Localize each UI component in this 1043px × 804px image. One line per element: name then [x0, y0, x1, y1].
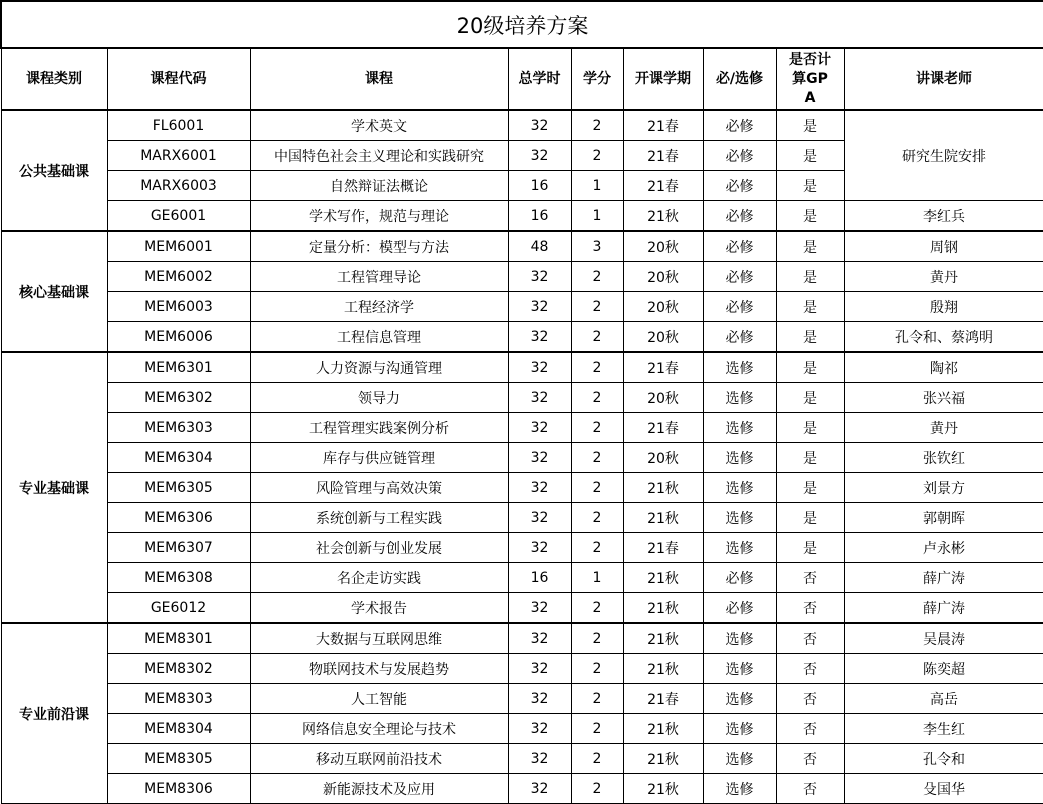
- gpa-cell: 否: [776, 623, 844, 654]
- gpa-cell: 否: [776, 744, 844, 774]
- hours-cell: 32: [508, 654, 571, 684]
- code-cell: MEM8306: [107, 774, 250, 804]
- type-cell: 必修: [703, 322, 776, 353]
- credits-cell: 2: [571, 473, 623, 503]
- gpa-cell: 是: [776, 231, 844, 262]
- type-cell: 必修: [703, 171, 776, 201]
- term-cell: 21春: [623, 413, 703, 443]
- code-cell: MARX6003: [107, 171, 250, 201]
- term-cell: 20秋: [623, 443, 703, 473]
- type-cell: 必修: [703, 563, 776, 593]
- code-cell: MARX6001: [107, 141, 250, 171]
- type-cell: 选修: [703, 774, 776, 804]
- teacher-cell: 黄丹: [844, 262, 1043, 292]
- teacher-cell: 殷翔: [844, 292, 1043, 322]
- type-cell: 必修: [703, 141, 776, 171]
- term-cell: 20秋: [623, 322, 703, 353]
- header-type: 必/选修: [703, 48, 776, 110]
- code-cell: MEM8304: [107, 714, 250, 744]
- gpa-cell: 是: [776, 141, 844, 171]
- course-cell: 社会创新与创业发展: [250, 533, 508, 563]
- code-cell: GE6012: [107, 593, 250, 624]
- category-cell: 专业基础课: [1, 352, 107, 623]
- hours-cell: 16: [508, 201, 571, 232]
- course-cell: 学术写作，规范与理论: [250, 201, 508, 232]
- term-cell: 21春: [623, 110, 703, 141]
- table-row: [1, 443, 1043, 473]
- teacher-cell: 吴晨涛: [844, 623, 1043, 654]
- teacher-cell: 孔令和、蔡鸿明: [844, 322, 1043, 353]
- credits-cell: 2: [571, 503, 623, 533]
- teacher-cell: 张兴福: [844, 383, 1043, 413]
- type-cell: 选修: [703, 744, 776, 774]
- code-cell: MEM6002: [107, 262, 250, 292]
- hours-cell: 48: [508, 231, 571, 262]
- gpa-cell: 是: [776, 503, 844, 533]
- hours-cell: 32: [508, 473, 571, 503]
- table-row: [1, 563, 1043, 593]
- gpa-cell: 是: [776, 292, 844, 322]
- table-row: [1, 110, 1043, 141]
- gpa-cell: 是: [776, 443, 844, 473]
- term-cell: 21秋: [623, 563, 703, 593]
- hours-cell: 32: [508, 593, 571, 624]
- table-row: [1, 292, 1043, 322]
- gpa-cell: 是: [776, 413, 844, 443]
- term-cell: 21秋: [623, 593, 703, 624]
- code-cell: MEM6304: [107, 443, 250, 473]
- teacher-cell: 郭朝晖: [844, 503, 1043, 533]
- gpa-cell: 是: [776, 473, 844, 503]
- course-cell: 物联网技术与发展趋势: [250, 654, 508, 684]
- course-cell: 工程管理实践案例分析: [250, 413, 508, 443]
- teacher-cell: 黄丹: [844, 413, 1043, 443]
- code-cell: MEM6003: [107, 292, 250, 322]
- teacher-cell: 刘景方: [844, 473, 1043, 503]
- gpa-cell: 否: [776, 714, 844, 744]
- code-cell: MEM6303: [107, 413, 250, 443]
- type-cell: 必修: [703, 292, 776, 322]
- course-cell: 定量分析：模型与方法: [250, 231, 508, 262]
- type-cell: 选修: [703, 623, 776, 654]
- table-row: [1, 684, 1043, 714]
- type-cell: 必修: [703, 110, 776, 141]
- code-cell: MEM6308: [107, 563, 250, 593]
- table-row: [1, 714, 1043, 744]
- term-cell: 21秋: [623, 774, 703, 804]
- hours-cell: 32: [508, 684, 571, 714]
- gpa-cell: 是: [776, 201, 844, 232]
- course-cell: 自然辩证法概论: [250, 171, 508, 201]
- type-cell: 选修: [703, 654, 776, 684]
- credits-cell: 2: [571, 623, 623, 654]
- category-cell: 公共基础课: [1, 110, 107, 231]
- type-cell: 选修: [703, 473, 776, 503]
- type-cell: 必修: [703, 231, 776, 262]
- hours-cell: 32: [508, 744, 571, 774]
- term-cell: 20秋: [623, 262, 703, 292]
- gpa-cell: 否: [776, 684, 844, 714]
- teacher-cell: 殳国华: [844, 774, 1043, 804]
- gpa-cell: 否: [776, 654, 844, 684]
- credits-cell: 2: [571, 714, 623, 744]
- term-cell: 20秋: [623, 383, 703, 413]
- table-row: [1, 623, 1043, 654]
- header-teacher: 讲课老师: [844, 48, 1043, 110]
- table-row: [1, 201, 1043, 232]
- header-row: [1, 48, 1043, 110]
- credits-cell: 2: [571, 684, 623, 714]
- type-cell: 选修: [703, 533, 776, 563]
- course-cell: 库存与供应链管理: [250, 443, 508, 473]
- table-row: [1, 654, 1043, 684]
- course-cell: 风险管理与高效决策: [250, 473, 508, 503]
- credits-cell: 2: [571, 383, 623, 413]
- term-cell: 21春: [623, 171, 703, 201]
- term-cell: 21春: [623, 533, 703, 563]
- teacher-cell: 陈奕超: [844, 654, 1043, 684]
- course-cell: 工程信息管理: [250, 322, 508, 353]
- credits-cell: 2: [571, 322, 623, 353]
- teacher-cell: 陶祁: [844, 352, 1043, 383]
- term-cell: 21秋: [623, 714, 703, 744]
- course-group: [1, 623, 1043, 804]
- teacher-cell: 周钢: [844, 231, 1043, 262]
- hours-cell: 32: [508, 262, 571, 292]
- type-cell: 选修: [703, 684, 776, 714]
- table-row: [1, 593, 1043, 624]
- hours-cell: 32: [508, 714, 571, 744]
- credits-cell: 2: [571, 141, 623, 171]
- hours-cell: 32: [508, 352, 571, 383]
- gpa-cell: 是: [776, 533, 844, 563]
- credits-cell: 3: [571, 231, 623, 262]
- course-group: [1, 231, 1043, 352]
- gpa-cell: 是: [776, 110, 844, 141]
- gpa-cell: 是: [776, 383, 844, 413]
- hours-cell: 32: [508, 443, 571, 473]
- course-group: [1, 352, 1043, 623]
- credits-cell: 2: [571, 110, 623, 141]
- hours-cell: 32: [508, 774, 571, 804]
- code-cell: MEM8303: [107, 684, 250, 714]
- page-title: 20级培养方案: [1, 1, 1043, 48]
- teacher-cell: 李生红: [844, 714, 1043, 744]
- course-cell: 移动互联网前沿技术: [250, 744, 508, 774]
- term-cell: 21秋: [623, 503, 703, 533]
- credits-cell: 2: [571, 744, 623, 774]
- header-category: 课程类别: [1, 48, 107, 110]
- code-cell: MEM8305: [107, 744, 250, 774]
- hours-cell: 32: [508, 292, 571, 322]
- course-cell: 系统创新与工程实践: [250, 503, 508, 533]
- course-cell: 人力资源与沟通管理: [250, 352, 508, 383]
- code-cell: MEM6006: [107, 322, 250, 353]
- category-cell: 核心基础课: [1, 231, 107, 352]
- code-cell: MEM8302: [107, 654, 250, 684]
- header-term: 开课学期: [623, 48, 703, 110]
- type-cell: 必修: [703, 262, 776, 292]
- course-cell: 工程管理导论: [250, 262, 508, 292]
- hours-cell: 32: [508, 141, 571, 171]
- hours-cell: 32: [508, 322, 571, 353]
- term-cell: 21春: [623, 352, 703, 383]
- credits-cell: 2: [571, 413, 623, 443]
- teacher-cell: 研究生院安排: [844, 110, 1043, 201]
- term-cell: 21春: [623, 684, 703, 714]
- term-cell: 21春: [623, 141, 703, 171]
- term-cell: 21秋: [623, 623, 703, 654]
- category-cell: 专业前沿课: [1, 623, 107, 804]
- teacher-cell: 高岳: [844, 684, 1043, 714]
- course-group: [1, 110, 1043, 231]
- code-cell: MEM6306: [107, 503, 250, 533]
- term-cell: 20秋: [623, 231, 703, 262]
- teacher-cell: 张钦红: [844, 443, 1043, 473]
- header-hours: 总学时: [508, 48, 571, 110]
- code-cell: MEM6307: [107, 533, 250, 563]
- hours-cell: 32: [508, 623, 571, 654]
- code-cell: FL6001: [107, 110, 250, 141]
- credits-cell: 1: [571, 201, 623, 232]
- credits-cell: 2: [571, 262, 623, 292]
- term-cell: 21秋: [623, 654, 703, 684]
- hours-cell: 32: [508, 110, 571, 141]
- hours-cell: 32: [508, 413, 571, 443]
- code-cell: MEM6301: [107, 352, 250, 383]
- credits-cell: 2: [571, 533, 623, 563]
- credits-cell: 2: [571, 774, 623, 804]
- code-cell: MEM8301: [107, 623, 250, 654]
- table-row: [1, 231, 1043, 262]
- header-code: 课程代码: [107, 48, 250, 110]
- gpa-cell: 是: [776, 171, 844, 201]
- term-cell: 21秋: [623, 201, 703, 232]
- credits-cell: 1: [571, 171, 623, 201]
- type-cell: 必修: [703, 201, 776, 232]
- teacher-cell: 卢永彬: [844, 533, 1043, 563]
- header-course: 课程: [250, 48, 508, 110]
- term-cell: 21秋: [623, 473, 703, 503]
- type-cell: 选修: [703, 383, 776, 413]
- table-row: [1, 503, 1043, 533]
- course-cell: 工程经济学: [250, 292, 508, 322]
- teacher-cell: 李红兵: [844, 201, 1043, 232]
- gpa-cell: 是: [776, 322, 844, 353]
- table-row: [1, 473, 1043, 503]
- hours-cell: 16: [508, 563, 571, 593]
- teacher-cell: 薛广涛: [844, 563, 1043, 593]
- course-cell: 大数据与互联网思维: [250, 623, 508, 654]
- gpa-cell: 否: [776, 593, 844, 624]
- gpa-cell: 是: [776, 262, 844, 292]
- course-cell: 领导力: [250, 383, 508, 413]
- header-credits: 学分: [571, 48, 623, 110]
- term-cell: 20秋: [623, 292, 703, 322]
- table-row: [1, 413, 1043, 443]
- type-cell: 选修: [703, 443, 776, 473]
- table-row: [1, 322, 1043, 353]
- gpa-cell: 否: [776, 563, 844, 593]
- credits-cell: 2: [571, 292, 623, 322]
- table-row: [1, 352, 1043, 383]
- course-cell: 名企走访实践: [250, 563, 508, 593]
- teacher-cell: 孔令和: [844, 744, 1043, 774]
- type-cell: 选修: [703, 503, 776, 533]
- gpa-cell: 是: [776, 352, 844, 383]
- course-cell: 人工智能: [250, 684, 508, 714]
- course-cell: 学术英文: [250, 110, 508, 141]
- type-cell: 选修: [703, 352, 776, 383]
- header-gpa-label: 是否计算GPA: [789, 51, 831, 106]
- course-cell: 中国特色社会主义理论和实践研究: [250, 141, 508, 171]
- code-cell: MEM6001: [107, 231, 250, 262]
- table-row: [1, 262, 1043, 292]
- table-row: [1, 383, 1043, 413]
- table-row: [1, 774, 1043, 804]
- term-cell: 21秋: [623, 744, 703, 774]
- hours-cell: 32: [508, 503, 571, 533]
- credits-cell: 2: [571, 593, 623, 624]
- hours-cell: 32: [508, 533, 571, 563]
- table-row: [1, 744, 1043, 774]
- credits-cell: 2: [571, 654, 623, 684]
- course-cell: 学术报告: [250, 593, 508, 624]
- header-gpa: [776, 48, 844, 110]
- hours-cell: 16: [508, 171, 571, 201]
- teacher-cell: 薛广涛: [844, 593, 1043, 624]
- credits-cell: 1: [571, 563, 623, 593]
- code-cell: MEM6305: [107, 473, 250, 503]
- table-row: [1, 533, 1043, 563]
- course-cell: 新能源技术及应用: [250, 774, 508, 804]
- gpa-cell: 否: [776, 774, 844, 804]
- credits-cell: 2: [571, 443, 623, 473]
- code-cell: MEM6302: [107, 383, 250, 413]
- type-cell: 选修: [703, 714, 776, 744]
- code-cell: GE6001: [107, 201, 250, 232]
- credits-cell: 2: [571, 352, 623, 383]
- type-cell: 必修: [703, 593, 776, 624]
- hours-cell: 32: [508, 383, 571, 413]
- type-cell: 选修: [703, 413, 776, 443]
- course-cell: 网络信息安全理论与技术: [250, 714, 508, 744]
